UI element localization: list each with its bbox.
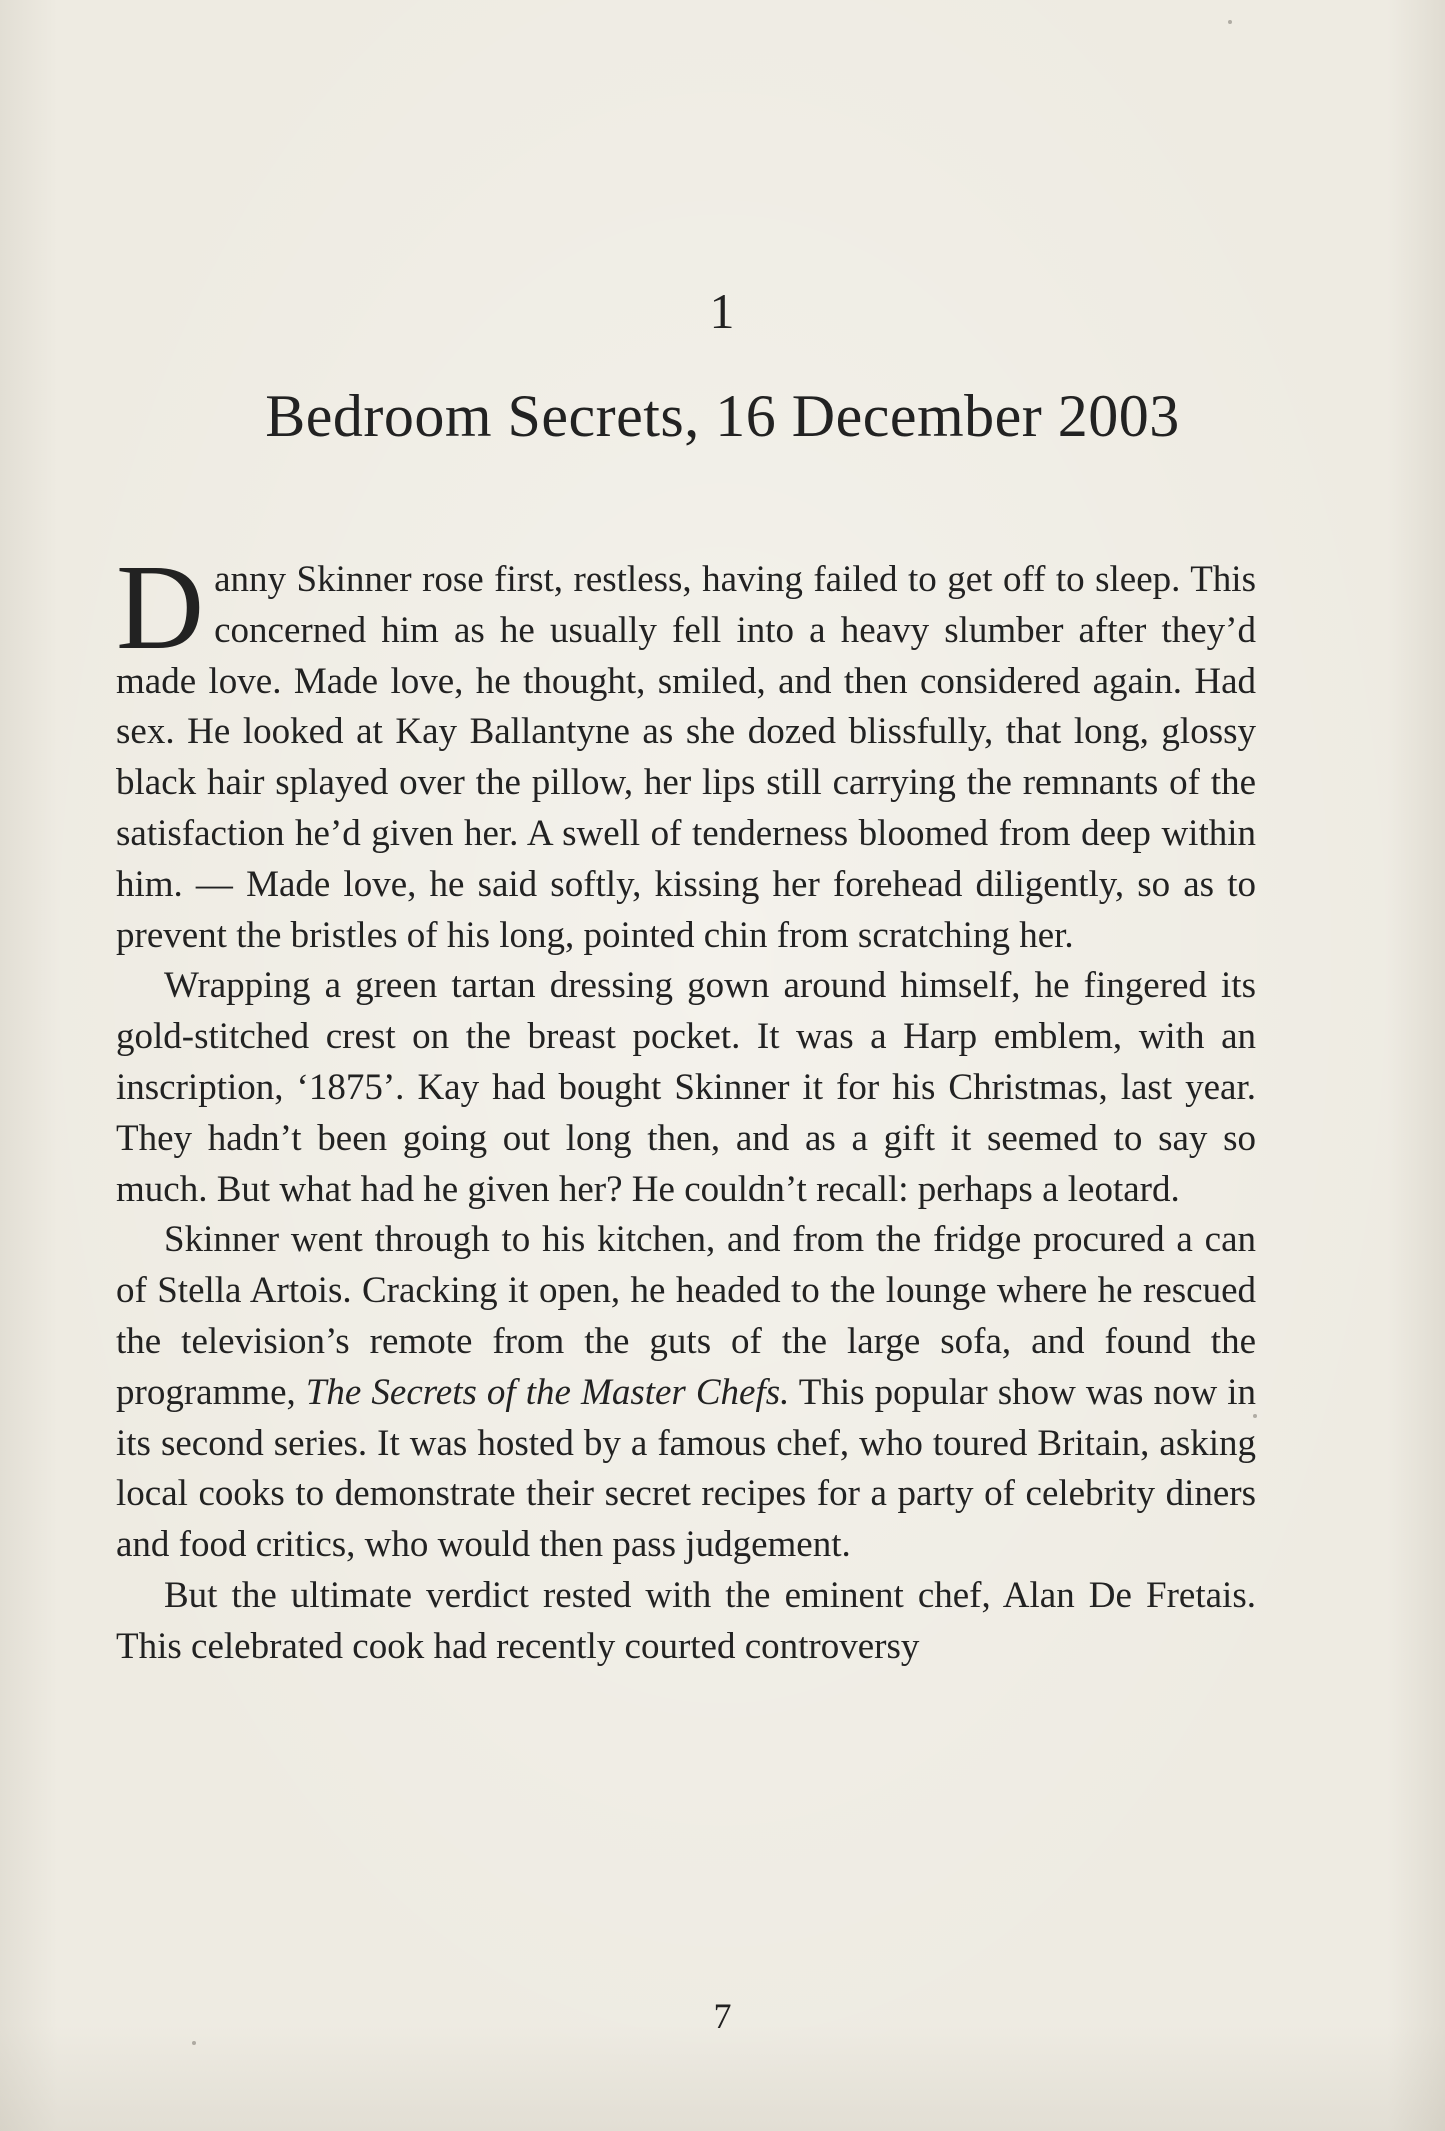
drop-cap: D [116, 540, 205, 675]
paragraph [116, 1215, 1256, 1571]
paragraph [116, 961, 1256, 1215]
paragraph-text: Skinner went through to his kitchen, and from the fridge procured a can of Stella Artois. Cracking it open, he headed to the lounge where he rescued the television’s remote from the guts of the large sofa, and found the programme, [116, 1219, 1256, 1413]
chapter-number: 1 [709, 283, 736, 339]
page-number: 7 [713, 1996, 732, 2036]
paragraph-text: This popular show was now in its second series. It was hosted by a famous chef, who toured Britain, asking local cooks to demonstrate their secret recipes for a party of celebrity diners and food critics, who would then pass judgement. [116, 1371, 1257, 1566]
paper-speck [1228, 20, 1232, 24]
paragraph [116, 1571, 1256, 1673]
paper-speck [192, 2041, 196, 2045]
paragraph-text: anny Skinner rose first, restless, having failed to get off to sleep. This concerned him as he usually fell into a heavy slumber after they’d made love. Made love, he thought, smiled, and then considered again. Had sex. He looked at Kay Ballantyne as she dozed blissfully, that long, glossy black hair splayed over the pillow, her lips still carrying the remnants of the satisfaction he’d given her. A swell of tenderness bloomed from deep within him. — Made love, he said softly, kissing her forehead diligently, so as to prevent the bristles of his long, pointed chin from scratching her. [116, 559, 1256, 956]
programme-title: The Secrets of the Master Chefs. [305, 1371, 790, 1413]
paragraph-text: But the ultimate verdict rested with the eminent chef, Alan De Fretais. This celebrated cook had recently courted controversy [116, 1574, 1256, 1667]
chapter-title: Bedroom Secrets, 16 December 2003 [265, 383, 1180, 449]
paper-speck [1253, 1414, 1257, 1418]
paragraph [116, 540, 1256, 961]
paragraph-text: Wrapping a green tartan dressing gown around himself, he fingered its gold-stitched crest on the breast pocket. It was a Harp emblem, with an inscription, ‘1875’. Kay had bought Skinner it for his Christmas, last year. They hadn’t been going out long then, and as a gift it seemed to say so much. But what had he given her? He couldn’t recall: perhaps a leotard. [116, 965, 1256, 1210]
body-text [116, 540, 1257, 1673]
